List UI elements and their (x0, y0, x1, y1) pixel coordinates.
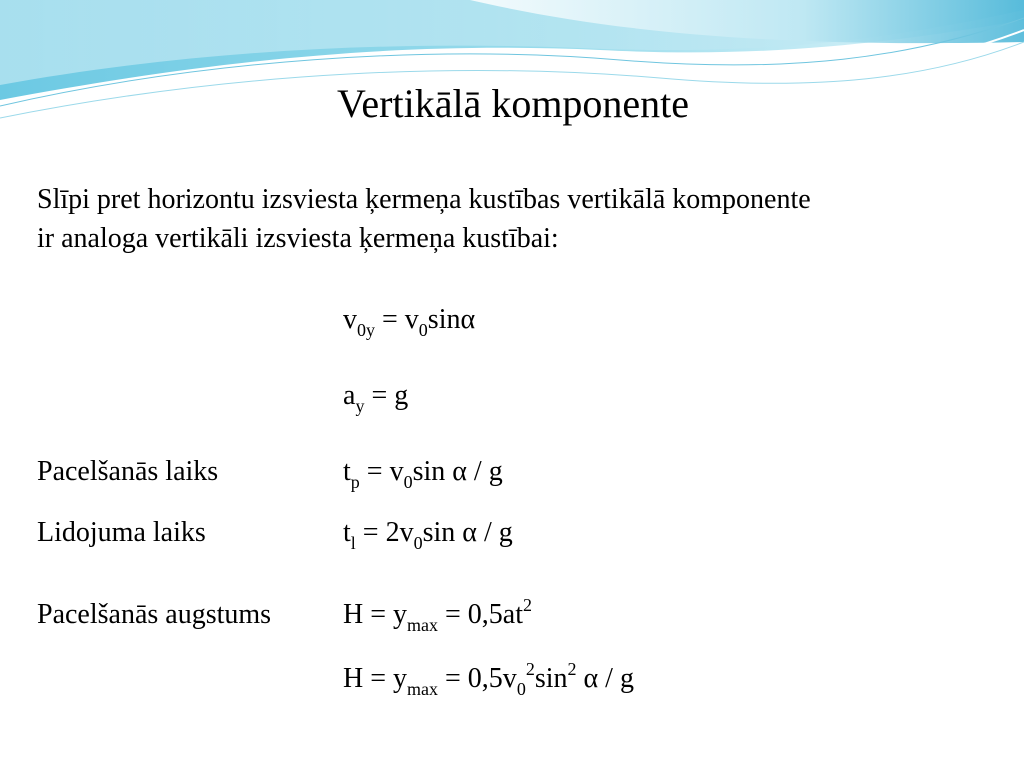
label-max-height: Pacelšanās augstums (37, 599, 272, 630)
formula-ay: $a_y = g$ (343, 380, 409, 416)
formula-h1: $H = y_{max} = 0,5at^2$ (343, 595, 533, 635)
formula-h2: $H = y_{max} = 0,5v_0^2\sin^2$ α / g (343, 659, 634, 699)
slide-title: Vertikālā komponente (336, 81, 690, 126)
formula-v0y: $v_{0y} = v_0\sin\alpha$ (343, 304, 476, 340)
formula-tl: $t_l = 2v_0\sin$ α / g (343, 517, 513, 553)
intro-paragraph (37, 180, 997, 258)
intro-line-1: Slīpi pret horizontu izsviesta ķermeņa kustības vertikālā komponente (37, 184, 811, 215)
formula-tp: $t_p = v_0\sin$ α / g (343, 456, 503, 492)
label-flight-time: Lidojuma laiks (37, 517, 206, 548)
intro-line-2: ir analoga vertikāli izsviesta ķermeņa kustībai: (37, 223, 559, 254)
label-ascent-time: Pacelšanās laiks (37, 456, 219, 487)
